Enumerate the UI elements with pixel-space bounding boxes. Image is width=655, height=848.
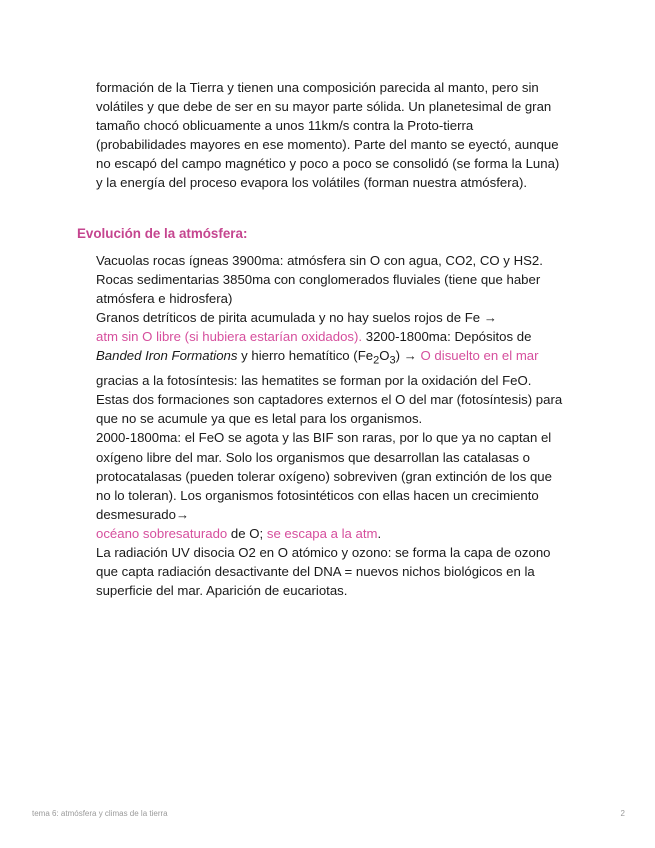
text-line: (probabilidades mayores en ese momento). Parte del manto se eyectó, aunque	[96, 137, 559, 153]
highlight-text: océano sobresaturado	[96, 525, 228, 541]
text-line: Estas dos formaciones son captadores externos el O del mar (fotosíntesis) para	[96, 392, 563, 408]
text-line: desmesurado→	[96, 506, 190, 522]
formula-subscript: 3	[389, 355, 396, 368]
text-line: protocatalasas (pueden tolerar oxígeno) sobreviven (gran extinción de los que	[96, 468, 552, 484]
text-line: tamaño chocó oblicuamente a unos 11km/s contra la Proto-tierra	[96, 118, 474, 134]
text-line: no escapó del campo magnético y poco a poco se consolidó (se forma la Luna)	[96, 156, 560, 172]
highlight-text: O disuelto en el mar	[420, 348, 539, 364]
text-span: .	[377, 525, 382, 541]
text-line	[96, 524, 596, 543]
highlight-text: atm sin O libre (si hubiera estarían oxidados).	[96, 329, 363, 345]
text-line: no lo toleran). Los organismos fotosintéticos con ellas hacen un crecimiento	[96, 487, 539, 503]
text-span: ) →	[395, 348, 421, 364]
text-line: Granos detríticos de pirita acumulada y no hay suelos rojos de Fe →	[96, 310, 497, 326]
text-line: volátiles y que debe de ser en su mayor parte sólida. Un planetesimal de gran	[96, 99, 552, 115]
highlight-text: se escapa a la atm	[266, 525, 378, 541]
italic-term: Banded Iron Formations	[96, 348, 238, 364]
text-span: de O;	[227, 525, 267, 541]
text-line: que no se acumule ya que es letal para los organismos.	[96, 411, 423, 427]
text-line: oxígeno libre del mar. Solo los organismos que desarrollan las catalasas o	[96, 449, 530, 465]
text-line: superficie del mar. Aparición de eucariotas.	[96, 583, 348, 599]
text-line: atmósfera e hidrosfera)	[96, 291, 233, 307]
text-line: gracias a la fotosíntesis: las hematites se forman por la oxidación del FeO.	[96, 373, 532, 389]
section-heading: Evolución de la atmósfera:	[77, 226, 248, 241]
formula-subscript: 2	[373, 355, 380, 368]
text-line	[96, 346, 596, 371]
text-span: y hierro hematítico (	[237, 348, 358, 364]
text-span: 3200-1800ma: Depósitos de	[362, 329, 532, 345]
text-line: Vacuolas rocas ígneas 3900ma: atmósfera sin O con agua, CO2, CO y HS2.	[96, 253, 543, 268]
text-line	[96, 327, 596, 346]
page-number: 2	[620, 809, 625, 818]
text-line: que capta radiación desactivante del DNA = nuevos nichos biológicos en la	[96, 564, 535, 580]
text-line: formación de la Tierra y tienen una composición parecida al manto, pero sin	[96, 80, 539, 95]
text-line: 2000-1800ma: el FeO se agota y las BIF son raras, por lo que ya no captan el	[96, 430, 552, 446]
formula-fe: Fe	[357, 348, 374, 364]
intro-paragraph	[96, 78, 596, 193]
text-line: Rocas sedimentarias 3850ma con conglomerados fluviales (tiene que haber	[96, 272, 541, 288]
section-body	[96, 251, 596, 600]
text-line: y la energía del proceso evapora los volátiles (forman nuestra atmósfera).	[96, 175, 528, 191]
footer-title: tema 6: atmósfera y climas de la tierra	[32, 809, 168, 818]
text-line: La radiación UV disocia O2 en O atómico y ozono: se forma la capa de ozono	[96, 545, 551, 561]
formula-o: O	[379, 348, 390, 364]
